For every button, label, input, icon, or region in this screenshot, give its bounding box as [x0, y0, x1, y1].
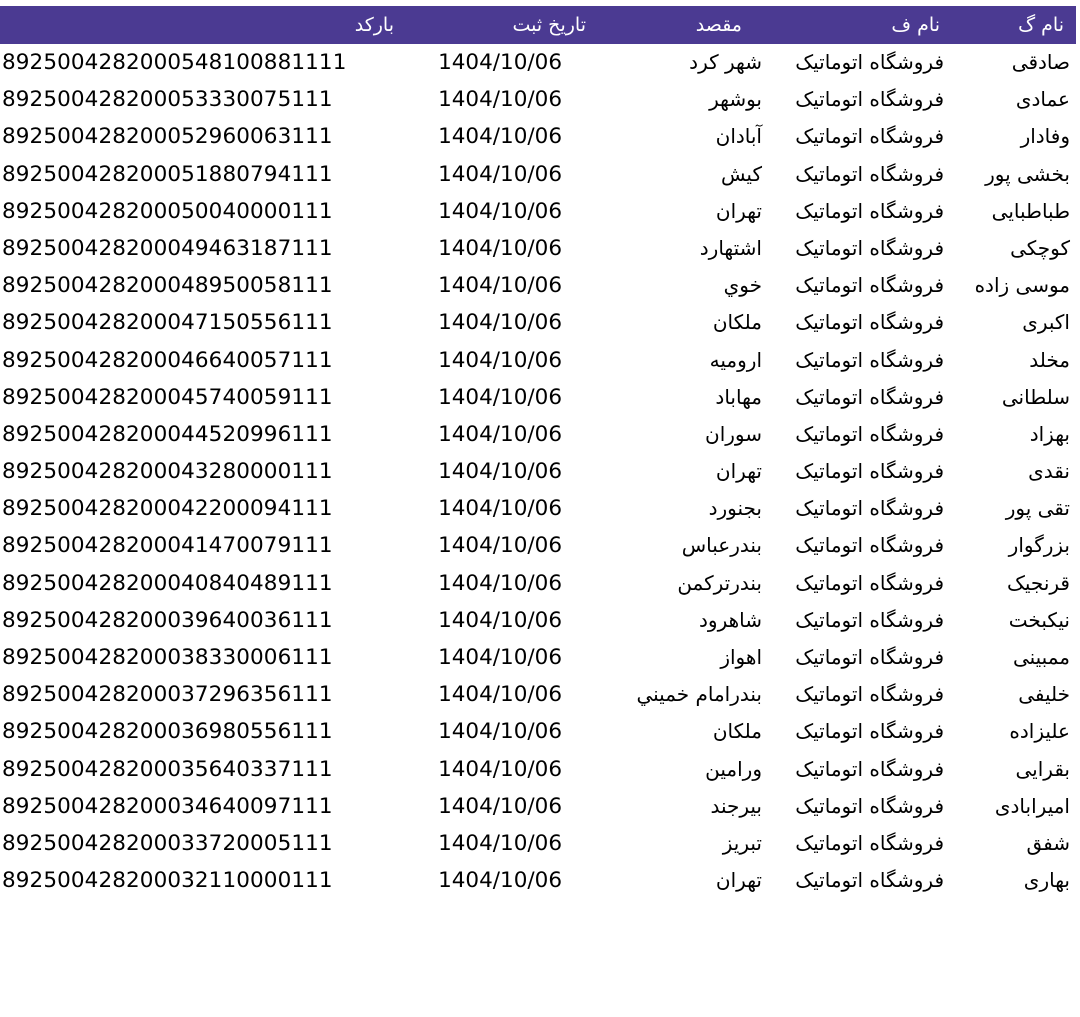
- date-cell: 1404/10/06: [438, 421, 562, 447]
- barcode-cell: 892500428200042200094111: [2, 496, 333, 522]
- last-name-cell: فروشگاه اتوماتیک: [795, 384, 944, 409]
- last-name-cell: فروشگاه اتوماتیک: [795, 496, 944, 521]
- date-cell: 1404/10/06: [438, 50, 562, 75]
- header-last-name: نام ف: [891, 14, 940, 36]
- last-name-cell: فروشگاه اتوماتیک: [795, 124, 944, 149]
- date-cell: 1404/10/06: [438, 645, 562, 670]
- last-name-cell: فروشگاه اتوماتیک: [795, 607, 944, 632]
- barcode-cell: 892500428200053330075111: [2, 87, 333, 113]
- table-row: [0, 788, 1076, 825]
- last-name-cell: فروشگاه اتوماتیک: [795, 235, 944, 260]
- first-name-cell: امیرابادی: [994, 793, 1070, 818]
- date-cell: 1404/10/06: [438, 124, 562, 150]
- barcode-cell: 892500428200033720005111: [2, 830, 333, 856]
- barcode-cell: 892500428200044520996111: [2, 421, 333, 447]
- last-name-cell: فروشگاه اتوماتیک: [795, 682, 944, 707]
- date-cell: 1404/10/06: [438, 161, 562, 187]
- table-row: [0, 44, 1076, 81]
- barcode-cell: 892500428200041470079111: [2, 533, 333, 559]
- destination-cell: ملکان: [712, 719, 762, 744]
- date-cell: 1404/10/06: [438, 570, 562, 596]
- date-cell: 1404/10/06: [438, 273, 562, 299]
- table-row: [0, 267, 1076, 304]
- destination-cell: بجنورد: [708, 496, 762, 521]
- date-cell: 1404/10/06: [438, 198, 562, 224]
- date-cell: 1404/10/06: [438, 87, 562, 113]
- destination-cell: بندرترکمن: [677, 570, 762, 595]
- barcode-cell: 892500428200048950058111: [2, 273, 333, 299]
- date-cell: 1404/10/06: [438, 793, 562, 819]
- table-row: [0, 230, 1076, 267]
- table-row: [0, 156, 1076, 193]
- last-name-cell: فروشگاه اتوماتیک: [795, 310, 944, 335]
- last-name-cell: فروشگاه اتوماتیک: [795, 50, 944, 74]
- table-row: [0, 304, 1076, 341]
- table-row: [0, 639, 1076, 676]
- barcode-cell: 892500428200036980556111: [2, 719, 333, 745]
- first-name-cell: بخشی پور: [985, 161, 1070, 186]
- date-cell: 1404/10/06: [438, 682, 562, 708]
- table-body: [0, 44, 1076, 899]
- destination-cell: بوشهر: [709, 87, 762, 112]
- barcode-cell: 892500428200052960063111: [2, 124, 333, 150]
- date-cell: 1404/10/06: [438, 719, 562, 745]
- barcode-cell: 892500428200032110000111: [2, 868, 333, 894]
- destination-cell: کیش: [720, 161, 762, 186]
- table-row: [0, 602, 1076, 639]
- last-name-cell: فروشگاه اتوماتیک: [795, 570, 944, 595]
- date-cell: 1404/10/06: [438, 868, 562, 894]
- destination-cell: اشتهارد: [699, 235, 762, 260]
- table-row: [0, 751, 1076, 788]
- barcode-cell: 892500428200051880794111: [2, 161, 333, 187]
- barcode-cell: 892500428200039640036111: [2, 607, 333, 633]
- date-cell: 1404/10/06: [438, 533, 562, 559]
- barcode-cell: 892500428200050040000111: [2, 198, 333, 224]
- barcode-cell: 892500428200035640337111: [2, 756, 333, 782]
- date-cell: 1404/10/06: [438, 347, 562, 373]
- barcode-cell: 892500428200046640057111: [2, 347, 333, 373]
- destination-cell: آبادان: [715, 124, 762, 149]
- last-name-cell: فروشگاه اتوماتیک: [795, 198, 944, 223]
- destination-cell: شاهرود: [699, 607, 762, 632]
- first-name-cell: خلیفی: [1018, 682, 1070, 707]
- destination-cell: بیرجند: [710, 793, 762, 818]
- last-name-cell: فروشگاه اتوماتیک: [795, 830, 944, 855]
- table-row: [0, 825, 1076, 862]
- destination-cell: ملکان: [712, 310, 762, 335]
- barcode-cell: 892500428200037296356111: [2, 682, 333, 708]
- table-row: [0, 379, 1076, 416]
- first-name-cell: سلطانی: [1001, 384, 1070, 409]
- first-name-cell: بهزاد: [1029, 421, 1070, 446]
- table-row: [0, 713, 1076, 750]
- last-name-cell: فروشگاه اتوماتیک: [795, 719, 944, 744]
- header-first-name: نام گ: [1018, 14, 1064, 36]
- destination-cell: ورامین: [705, 756, 762, 781]
- table-row: [0, 453, 1076, 490]
- last-name-cell: فروشگاه اتوماتیک: [795, 87, 944, 112]
- first-name-cell: کوچکی: [1010, 235, 1070, 260]
- barcode-cell: 892500428200043280000111: [2, 459, 333, 485]
- barcode-cell: 8925004282000548100881111: [2, 50, 347, 75]
- last-name-cell: فروشگاه اتوماتیک: [795, 421, 944, 446]
- spreadsheet-table: [0, 6, 1076, 899]
- date-cell: 1404/10/06: [438, 756, 562, 782]
- barcode-cell: 892500428200047150556111: [2, 310, 333, 336]
- date-cell: 1404/10/06: [438, 384, 562, 410]
- table-row: [0, 118, 1076, 155]
- last-name-cell: فروشگاه اتوماتیک: [795, 161, 944, 186]
- table-row: [0, 193, 1076, 230]
- first-name-cell: نیکبخت: [1008, 607, 1070, 632]
- table-row: [0, 81, 1076, 118]
- date-cell: 1404/10/06: [438, 310, 562, 336]
- first-name-cell: علیزاده: [1009, 719, 1070, 744]
- destination-cell: بندرامام خميني: [636, 682, 762, 707]
- destination-cell: تبریز: [722, 830, 762, 855]
- last-name-cell: فروشگاه اتوماتیک: [795, 459, 944, 484]
- first-name-cell: بهاری: [1023, 868, 1070, 893]
- last-name-cell: فروشگاه اتوماتیک: [795, 347, 944, 372]
- destination-cell: خوي: [723, 273, 762, 298]
- last-name-cell: فروشگاه اتوماتیک: [795, 645, 944, 669]
- table-row: [0, 527, 1076, 564]
- last-name-cell: فروشگاه اتوماتیک: [795, 273, 944, 298]
- table-row: [0, 416, 1076, 453]
- table-row: [0, 490, 1076, 527]
- barcode-cell: 892500428200038330006111: [2, 645, 333, 670]
- date-cell: 1404/10/06: [438, 235, 562, 261]
- first-name-cell: وفادار: [1020, 124, 1070, 149]
- date-cell: 1404/10/06: [438, 459, 562, 485]
- first-name-cell: عمادی: [1015, 87, 1070, 112]
- last-name-cell: فروشگاه اتوماتیک: [795, 868, 944, 893]
- first-name-cell: صادقی: [1011, 50, 1070, 74]
- table-row: [0, 676, 1076, 713]
- first-name-cell: بقرایی: [1015, 756, 1070, 781]
- barcode-cell: 892500428200034640097111: [2, 793, 333, 819]
- destination-cell: تهران: [715, 868, 762, 893]
- barcode-cell: 892500428200045740059111: [2, 384, 333, 410]
- header-barcode: بارکد: [354, 14, 394, 36]
- barcode-cell: 892500428200040840489111: [2, 570, 333, 596]
- table-row: [0, 565, 1076, 602]
- first-name-cell: شفق: [1026, 830, 1070, 855]
- destination-cell: اهواز: [720, 645, 762, 669]
- destination-cell: سوران: [705, 421, 762, 446]
- date-cell: 1404/10/06: [438, 830, 562, 856]
- destination-cell: تهران: [715, 198, 762, 223]
- last-name-cell: فروشگاه اتوماتیک: [795, 756, 944, 781]
- date-cell: 1404/10/06: [438, 496, 562, 522]
- first-name-cell: مخلد: [1029, 347, 1070, 372]
- first-name-cell: تقی پور: [1005, 496, 1070, 521]
- date-cell: 1404/10/06: [438, 607, 562, 633]
- first-name-cell: قرنجیک: [1006, 570, 1070, 595]
- first-name-cell: اکبری: [1022, 310, 1070, 335]
- header-registration-date: تاریخ ثبت: [512, 14, 586, 36]
- first-name-cell: طباطبایی: [991, 198, 1070, 223]
- header-destination: مقصد: [695, 14, 742, 36]
- table-header: [0, 6, 1076, 44]
- first-name-cell: نقدی: [1028, 459, 1070, 484]
- table-row: [0, 342, 1076, 379]
- first-name-cell: بزرگوار: [1008, 533, 1070, 558]
- last-name-cell: فروشگاه اتوماتیک: [795, 533, 944, 558]
- last-name-cell: فروشگاه اتوماتیک: [795, 793, 944, 818]
- barcode-cell: 892500428200049463187111: [2, 235, 333, 261]
- first-name-cell: موسی زاده: [974, 273, 1070, 298]
- destination-cell: مهاباد: [715, 384, 762, 409]
- table-row: [0, 862, 1076, 899]
- destination-cell: شهر کرد: [689, 50, 762, 74]
- destination-cell: اروميه: [709, 347, 762, 372]
- destination-cell: تهران: [715, 459, 762, 484]
- first-name-cell: ممبینی: [1012, 645, 1070, 669]
- destination-cell: بندرعباس: [681, 533, 762, 558]
